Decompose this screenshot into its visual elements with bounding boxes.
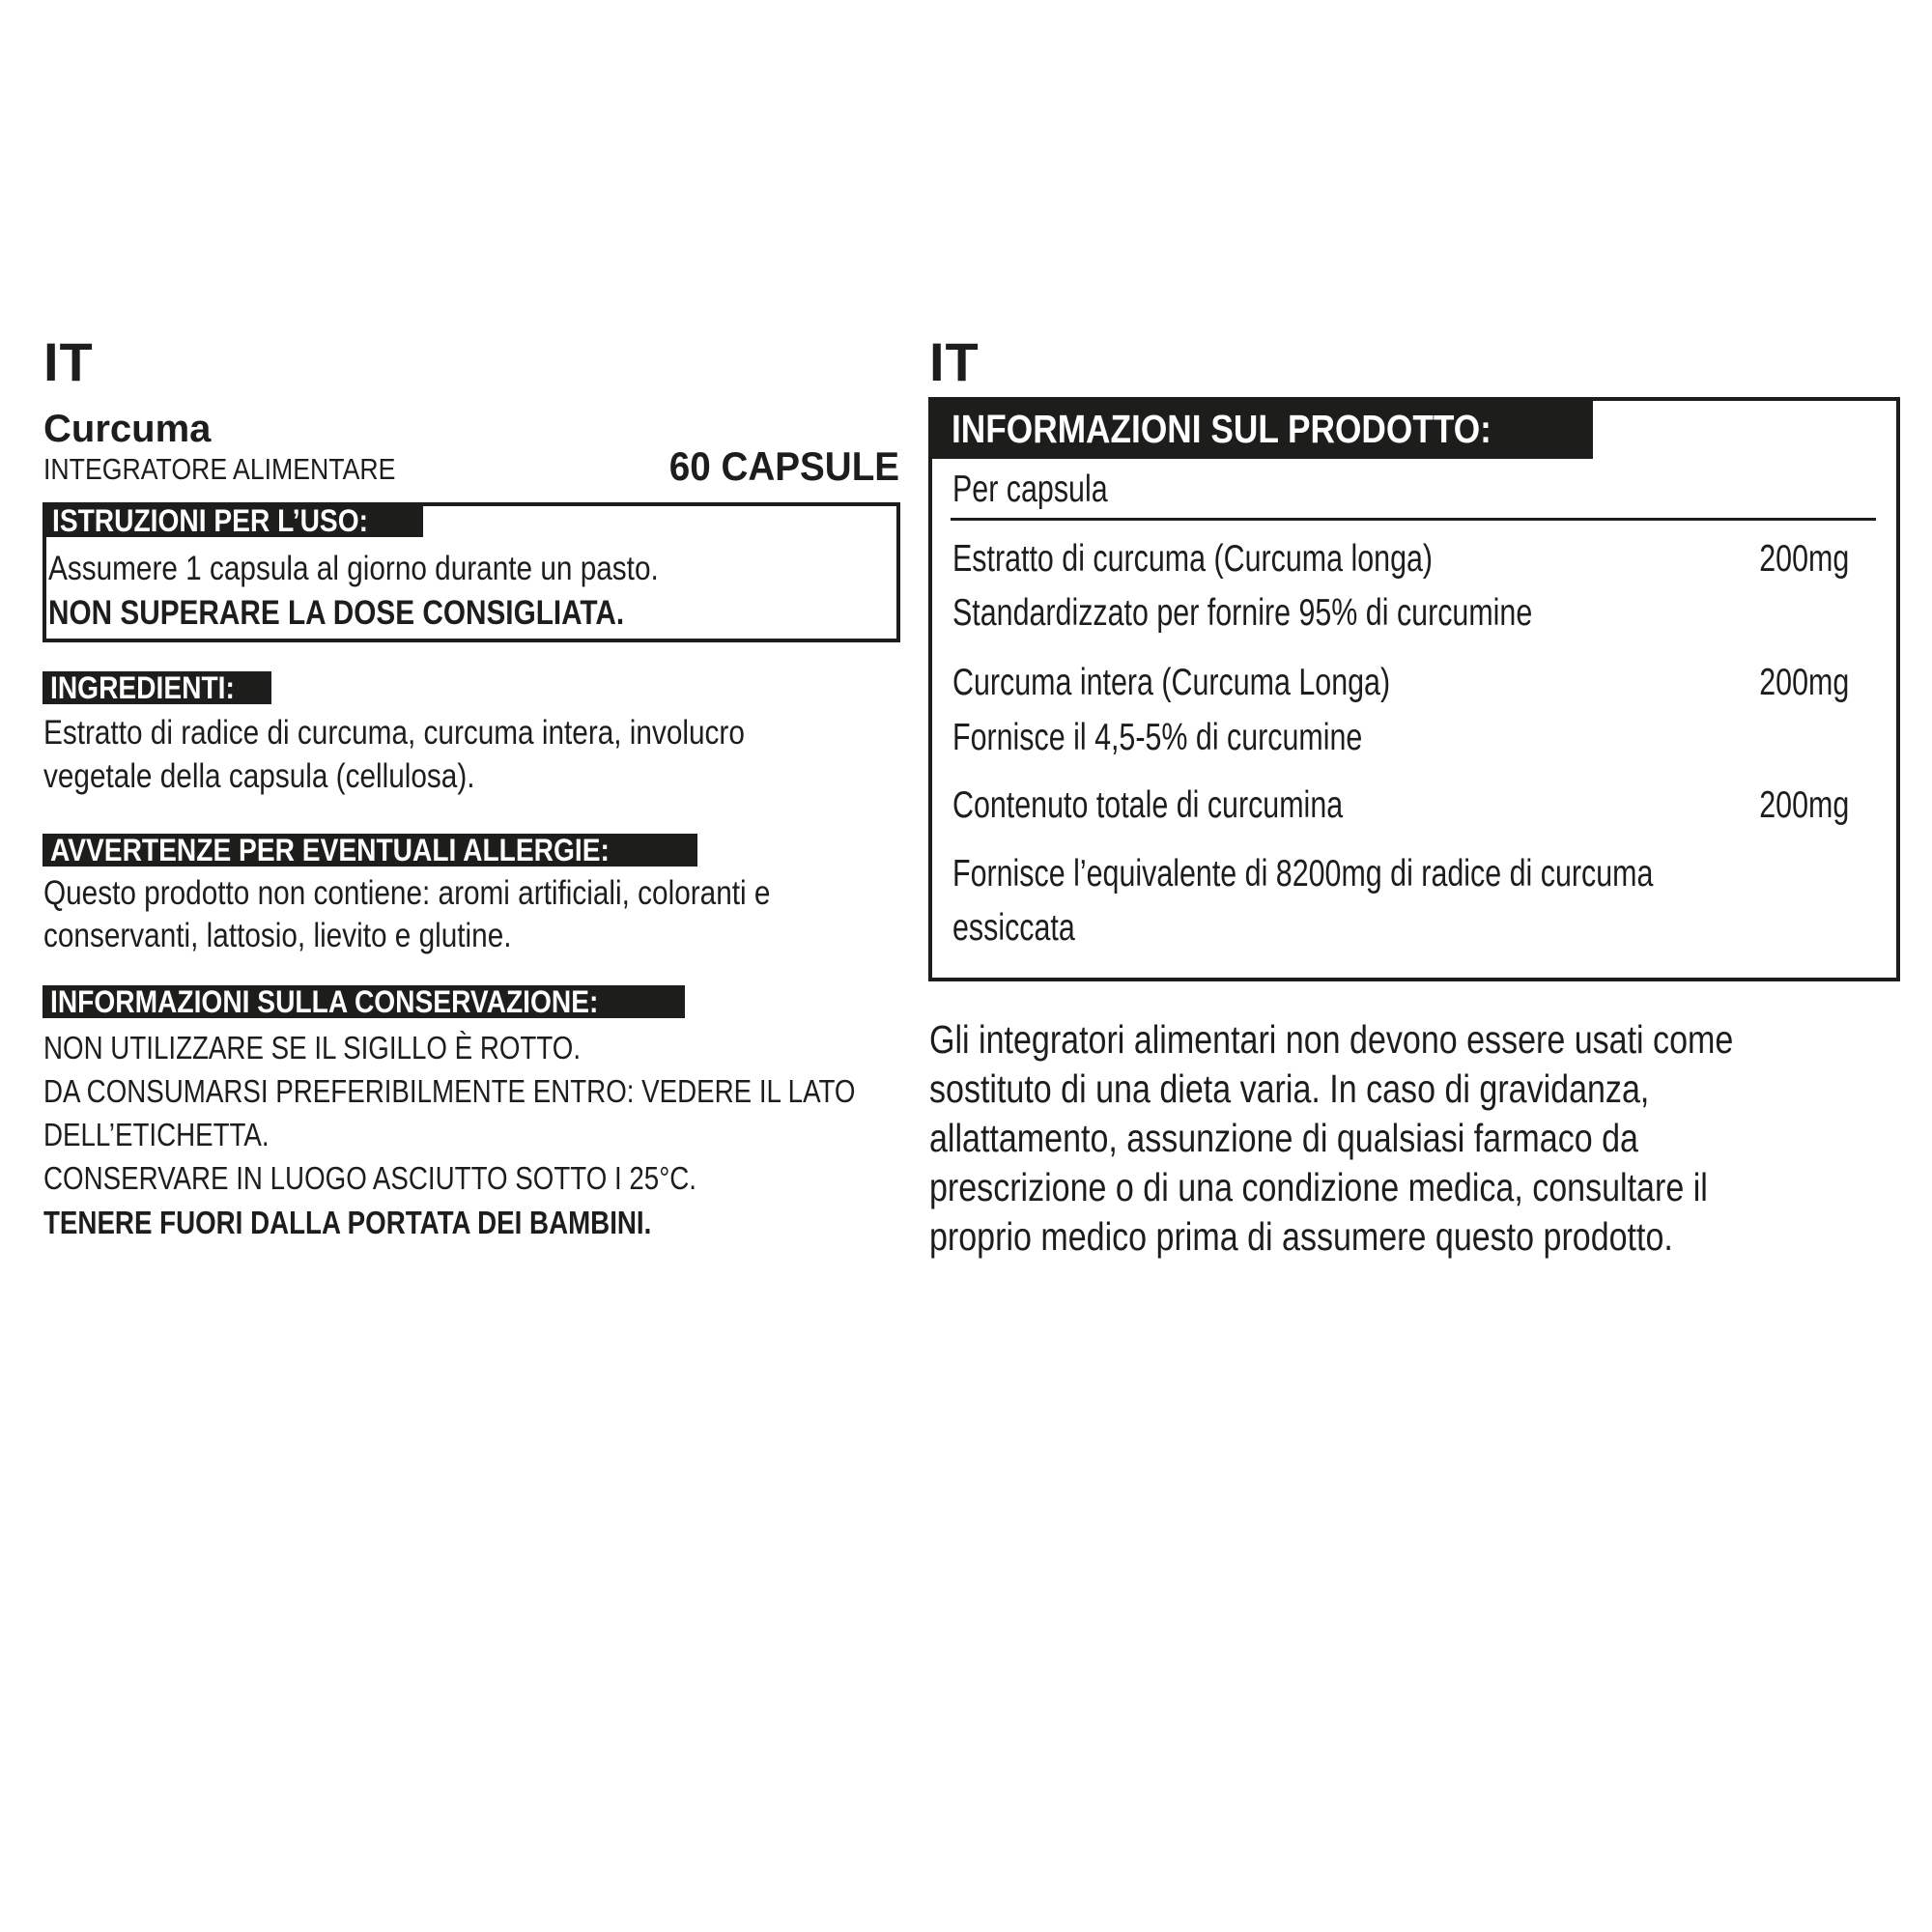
row-1-name: Estratto di curcuma (Curcuma longa) <box>952 538 1434 580</box>
disclaimer-line-5: proprio medico prima di assumere questo prodotto. <box>929 1214 1673 1259</box>
disclaimer-line-4: prescrizione o di una condizione medica, consultare il <box>929 1165 1708 1209</box>
row-3-name: Contenuto totale di curcumina <box>952 784 1344 826</box>
disclaimer-line-3: allattamento, assunzione di qualsiasi farmaco da <box>929 1116 1638 1160</box>
storage-line-4: CONSERVARE IN LUOGO ASCIUTTO SOTTO I 25°C. <box>43 1160 697 1196</box>
row-2-name: Curcuma intera (Curcuma Longa) <box>952 662 1391 703</box>
ingredients-heading: INGREDIENTI: <box>43 671 271 704</box>
product-name: Curcuma <box>43 408 212 450</box>
storage-heading: INFORMAZIONI SULLA CONSERVAZIONE: <box>43 985 685 1018</box>
per-capsule-label: Per capsula <box>952 469 1108 510</box>
allergens-line-1: Questo prodotto non contiene: aromi artificiali, coloranti e <box>43 874 771 912</box>
usage-line-1: Assumere 1 capsula al giorno durante un pasto. <box>48 550 659 587</box>
row-1-amount: 200mg <box>1758 538 1849 580</box>
storage-line-1: NON UTILIZZARE SE IL SIGILLO È ROTTO. <box>43 1030 582 1065</box>
row-1-note: Standardizzato per fornire 95% di curcumine <box>952 592 1533 634</box>
equivalent-line-2: essiccata <box>952 907 1075 949</box>
row-2-amount: 200mg <box>1758 662 1849 703</box>
usage-warning: NON SUPERARE LA DOSE CONSIGLIATA. <box>48 594 625 632</box>
allergens-line-2: conservanti, lattosio, lievito e glutine. <box>43 917 512 954</box>
equivalent-line-1: Fornisce l’equivalente di 8200mg di radice di curcuma <box>952 853 1654 895</box>
row-3-amount: 200mg <box>1758 784 1849 826</box>
row-2-note: Fornisce il 4,5-5% di curcumine <box>952 717 1363 758</box>
ingredients-line-2: vegetale della capsula (cellulosa). <box>43 757 475 795</box>
storage-line-2: DA CONSUMARSI PREFERIBILMENTE ENTRO: VEDERE IL LATO <box>43 1073 856 1109</box>
disclaimer-line-1: Gli integratori alimentari non devono essere usati come <box>929 1017 1734 1062</box>
table-divider <box>951 518 1876 521</box>
storage-line-3: DELL’ETICHETTA. <box>43 1117 270 1152</box>
product-info-heading: INFORMAZIONI SUL PRODOTTO: <box>930 399 1593 459</box>
usage-heading: ISTRUZIONI PER L’USO: <box>44 504 423 537</box>
disclaimer-line-2: sostituto di una dieta varia. In caso di gravidanza, <box>929 1066 1650 1111</box>
ingredients-line-1: Estratto di radice di curcuma, curcuma intera, involucro <box>43 714 745 752</box>
storage-line-5: TENERE FUORI DALLA PORTATA DEI BAMBINI. <box>43 1205 652 1240</box>
allergens-heading: AVVERTENZE PER EVENTUALI ALLERGIE: <box>43 834 697 867</box>
capsule-count: 60 CAPSULE <box>668 443 899 489</box>
right-language-code: IT <box>929 331 980 392</box>
product-type: INTEGRATORE ALIMENTARE <box>43 452 396 486</box>
left-language-code: IT <box>43 331 94 392</box>
